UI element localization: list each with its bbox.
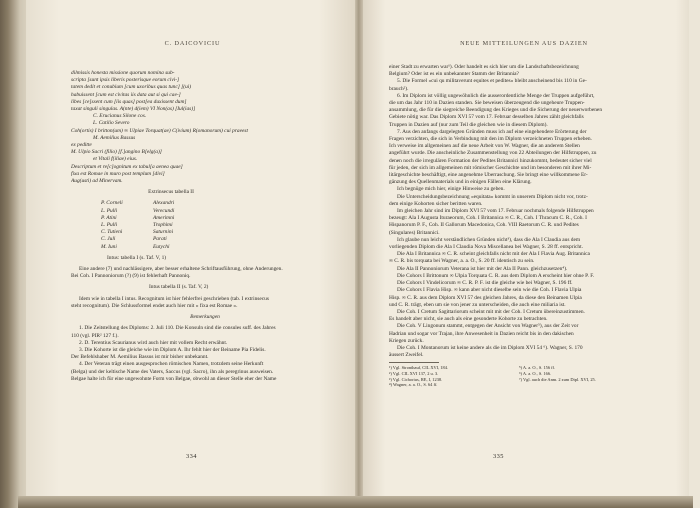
note-line: 2. D. Terentius Scaurianus wird auch hier mit vollem Recht erwähnt. [79, 339, 228, 346]
paragraph-line: gänzung des Quellenmaterials und in einigen Fällen eine Klärung. [389, 179, 532, 186]
paragraph-line: denen noch die irregulären Formation der Pedites Britannici hinzukommt, bedeutet sicher viel [389, 157, 592, 164]
note-line: Der Befehlshaber M. Aemilius Bassus ist mir bisher unbekannt. [71, 354, 209, 361]
witness-list [101, 200, 339, 250]
footnote: ²) Vgl. CIL XVI 137, 2 u. 3. [389, 370, 439, 376]
witness-row: P. Corneli Alexandri [101, 200, 175, 207]
paragraph-line: steht recognitum). Die Schlussformel endet auch hier mit « fixa est Romae ». [71, 302, 238, 309]
transcription-line: C. Erucianus Silone cos. [93, 113, 147, 120]
page-number: 334 [186, 453, 197, 460]
book-spine [355, 0, 363, 500]
paragraph-line: Die Coh. I Montanorum ist keine andere als die im Diplom XVI 54 ⁶). Wagner, S. 170 [397, 344, 583, 351]
transcription-line: taxat singuli singulas. A(nte) d(iem) VI Non(as) [Iul(ias)] [71, 106, 196, 113]
paragraph-line: Idem wie in tabella I intus. Recognitum ist hier fehlerfrei geschrieben (tab. I extrinsecus [79, 295, 269, 302]
transcription-line: M. Ulpio Sacri (filio) [f.]angino B[elg(a)] [71, 149, 162, 156]
page-number: 335 [493, 453, 504, 460]
transcription-line: scripta [sunt ipsis liberis posterisque eorum civi-] [71, 77, 180, 84]
footnotes [389, 365, 659, 387]
diploma-transcription [71, 70, 339, 383]
paragraph-line: Hispanorum P. F., Coh. II Gallorum Macedonica, Coh. VIII Raetorum C. R. und Pedites [389, 222, 579, 229]
paragraph-line: Die Ala II Pannoniorum Veterana ist hier mit der Ala II Pann. gleichzusetzen⁴). [397, 265, 568, 272]
paragraph-line: 6. Im Diplom ist völlig ungewöhnlich die ausserordentliche Menge der Truppen aufgeführt, [397, 92, 595, 99]
transcription-line: et Vitali f(iliae) eius. [93, 156, 138, 163]
paragraph-line: und C. R. trägt, eben um sie von jener zu unterscheiden, die auch eine miliaria ist. [389, 301, 566, 308]
running-head: NEUE MITTEILUNGEN AUS DAZIEN [460, 40, 588, 47]
witness-row: L. Pulli Trophimi [101, 222, 173, 229]
transcription-line: L. Catilio Severo [93, 120, 130, 127]
paragraph-line: Belgium? Oder ist es ein unbekannter Stamm der Britannia? [389, 71, 519, 78]
witness-row: L. Pulli Verecundi [101, 207, 175, 214]
footnote: ⁶) A. a. O., S. 166. [519, 370, 552, 376]
paragraph-line: litärgeschichte beschäftigt, eine angenehme Überraschung. Sie bringt eine willkommene Er- [389, 172, 588, 179]
paragraph-line: vorliegenden Diplom die Ala I Claudia Nova Miscellanea bei Wagner, S. 28 ff. entspricht. [389, 244, 583, 251]
paragraph-line: äussert Zweifel. [389, 352, 424, 359]
witness-row: P. Atini Amerimni [101, 214, 175, 221]
paragraph-line: dem einige Kohorten sicher beritten waren. [389, 200, 483, 207]
paragraph-line: 5. Die Formel «cui qu militaverunt equites et pedites» bleibt anscheinend bis 110 in Ge- [397, 78, 587, 85]
paragraph-line: Es handelt aber nicht, sie auch als eine gesonderte Kohorte zu betrachten. [389, 316, 548, 323]
paragraph-line: Die Coh. V Lingonum stammt, entgegen der Ansicht von Wagner⁵), aus der Zeit vor [397, 323, 579, 330]
note-line: (Belga) und der keltische Name des Vaters, Saccus (vgl. Sacro), ihn als peregrinus ausweisen. [71, 368, 274, 375]
paragraph-line: ansammlung, die für die siegreiche Beendigung des Krieges und die Sicherung der neuerworbenen [389, 107, 603, 114]
paragraph-line: (Singulares) Britannici. [389, 229, 440, 236]
paragraph-line: einer Stadt zu erwarten war¹). Oder handelt es sich hier um die Landschaftsbezeichnung [389, 64, 579, 70]
note-line: 110 (vgl. PIR² 127 f.). [71, 332, 119, 339]
paragraph-line: Die Unterscheidungsbezeichnung «equitata» kommt in unserem Diplom nicht vor, trotz- [397, 193, 588, 200]
bemerkungen-heading: Bemerkungen [190, 314, 220, 321]
witness-row: M. Iuni Eutychi [101, 243, 170, 250]
paragraph-line: Die Cohors I Brittonum ∞ Ulpia Torquata C. R. aus dem Diplom A erscheint hier ohne P. F. [397, 272, 595, 279]
note-line: 1. Die Zeitstellung des Diploms: 2. Juli 110. Die Konsuln sind die consules suff. des Jahres [79, 325, 276, 332]
paragraph-line: Hisp. ∞ C. R. aus dem Diplom XVI 57 des gleichen Jahres, da diese den Beinamen Ulpia [389, 294, 582, 301]
right-page [359, 0, 689, 498]
transcription-line: Descriptum et re[c]ognitum ex tabul[a aenea quae] [71, 163, 183, 170]
article-text [389, 64, 659, 388]
paragraph-line: Fragen verzichten, die sich in Verbindung mit den im Diplom verzeichneten Truppen erheben. [389, 136, 592, 143]
witness-row: C. Juli Parati [101, 236, 167, 243]
note-line: Belgae halte ich für eine ungewohnte Form von Belgae, obwohl an dieser Stelle eher der Name [71, 375, 277, 382]
paragraph-line: Die Ala I Britannica ∞ C. R. scheint gleichfalls nicht mit der Ala I Flavia Aug. Britannica [397, 251, 590, 258]
footnote: ⁴) Wagner, a. a. O., S. 64 ff. [389, 382, 438, 388]
paragraph-line: Kriegen zurück. [389, 337, 424, 344]
paragraph-line: Eine andere (7) und nachlässigere, aber besser erhaltene Schriftausführung, ohne Änderungen. [79, 266, 283, 273]
footnote-rule [389, 362, 439, 363]
footnote: ¹) Vgl. Stronthauf, CIL XVI, 184. [389, 365, 448, 371]
paragraph-line: Die Cohors I Vindelicorum ∞ C. R. P. F. ist die gleiche wie bei Wagner, S. 196 ff. [397, 280, 573, 287]
paragraph-line: Ich glaube nun leicht verständlichen Gründen nicht³), dass die Ala I Claudia aus dem [397, 236, 581, 243]
transcription-line: tatem dedit et conubium [cum uxoribus quas tunc] [(ui) [71, 84, 192, 91]
note-line: 3. Die Kohorte ist die gleiche wie im Diplom A. Ihr fehlt hier der Beiname Pia Fidelis. [79, 346, 266, 353]
transcription-line: dilmissis honesta missione quorum nomina sub- [71, 70, 175, 76]
intus-tabella-2-label: Intus tabella II (s. Taf. V, 2) [149, 284, 209, 291]
transcription-line: M. Aemilius Bassus [93, 134, 136, 141]
witness-row: C. Tutieni Saturnini [101, 229, 174, 236]
transcription-line: ex peditte [71, 142, 92, 149]
page-edge [18, 496, 693, 508]
paragraph-line: angeführt wurde. Die anscheinliche Zusammenstellung von 22 Abteilungen der Hilfstruppen, zu [389, 150, 597, 157]
transcription-line: libes [ce]ssent cum [iis quas] post[ea duxissent dum] [71, 98, 187, 105]
paragraph-line: bezeugt: Ala I Augusta Ituraeorum, Coh. I Britannica ∞ C. R., Coh. I Thracum C. R., Coh. I [389, 215, 587, 222]
paragraph-line: Im gleichen Jahr sind im Diplom XVI 57 vom 17. Februar nochmals folgende Hilfstruppen [397, 208, 594, 215]
footnote: ⁷) Vgl. auch die Anm. 2 zum Dipl. XVI, 25. [519, 376, 596, 382]
left-page [26, 0, 359, 498]
paragraph-line: brauch²). [389, 85, 409, 92]
paragraph-line: Die Cohors I Flavia Hisp. ∞ kann aber nicht dieselbe sein wie die Coh. I Flavia Ulpia [397, 287, 582, 294]
paragraph-line: Gebiete nötig war. Das Diplom XVI 57 vom 17. Februar desselben Jahres zählt gleichfalls [389, 114, 584, 121]
running-head: C. DAICOVICIU [164, 40, 221, 47]
note-line: 4. Der Veteran trägt einen ausgesprochen römischen Namen, trotzdem seine Herkunft [79, 361, 264, 368]
paragraph-line: ∞ C. R. bis torquata bei Wagner, a. a. O., S. 20 ff. identisch zu sein. [389, 258, 535, 265]
transcription-line: habuissent [cum est civitas iis data aut si qui cae-] [71, 91, 181, 98]
transcription-line: fixa est Romae in muro post templum [divi] [71, 170, 165, 177]
footnote: ⁵) A. a. O., S. 156 ff. [519, 365, 556, 371]
paragraph-line: für jeden, der sich im allgemeinen mit römischer Geschichte und im besonderen mit ihrer Mi- [389, 164, 592, 171]
paragraph-line: die um das Jahr 110 in Dazien standen. Sie beweisen überzeugend die ungeheure Truppen- [389, 100, 585, 107]
paragraph-line: Ich verweise im allgemeinen auf die neue Arbeit von W. Wagner, die an anderem Stellen [389, 143, 580, 150]
paragraph-line: Hadrian und sogar vor Trajan, ihre Anwesenheit in Dazien reicht bis in den dakischen [389, 330, 574, 337]
paragraph-line: 7. Aus den anfangs dargelegten Gründen muss ich auf eine eingehendere Erörterung der [397, 128, 587, 135]
tabella-heading: Extrinsecus tabella II [148, 189, 194, 196]
intus-tabella-1-label: Intus: tabella I (s. Taf. V, 1) [107, 254, 167, 261]
paragraph-line: Bei Coh. I Pannoniorum (?) (9) ist fehlerhaft Pannoniq. [71, 273, 191, 280]
paragraph-line: Die Coh. I Cretum Sagittariorum scheint mit mit der Coh. I Cretum übereinzustimmen. [397, 308, 585, 315]
paragraph-line: Ich begnüge mich hier, einige Hinweise zu geben. [397, 186, 505, 193]
paragraph-line: Truppen in Dazien auf (nur zum Teil die gleichen wie in diesem Diplom). [389, 121, 548, 128]
footnote: ³) Vgl. Cichorius, RE, I, 1238. [389, 376, 443, 382]
transcription-line: Aug(usti) ad Minervam. [71, 178, 123, 185]
transcription-line: Coh(ortis) I britton(um) ∞ Ulpiae Torquat(ae) C(ivium) R(omanorum) cui praeest [71, 127, 248, 134]
